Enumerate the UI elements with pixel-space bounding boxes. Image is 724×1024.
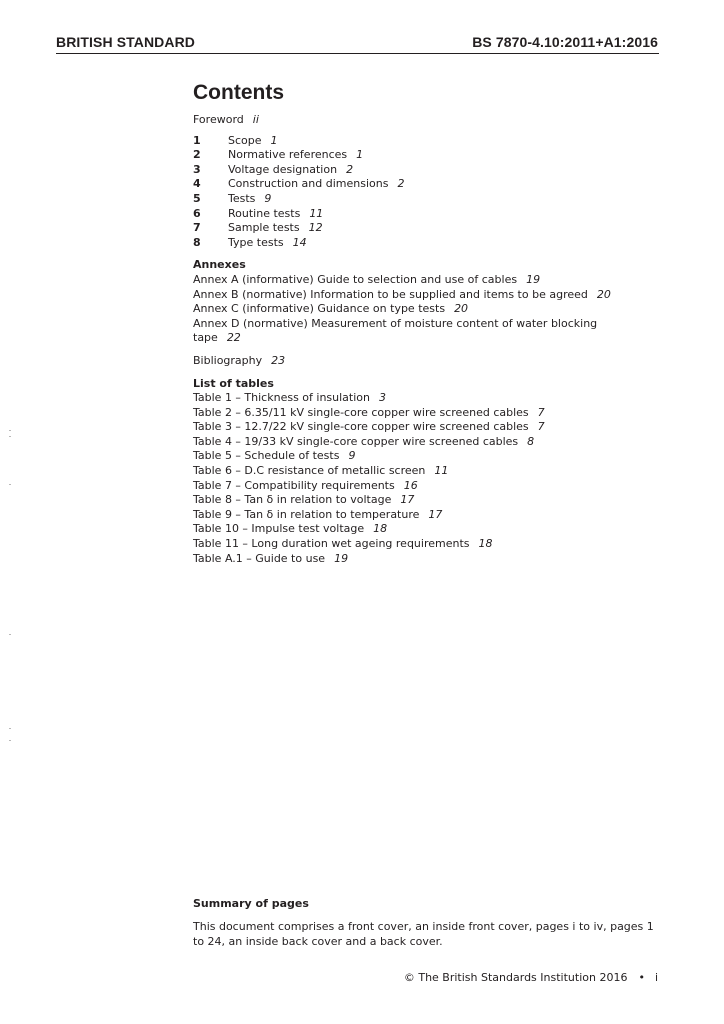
toc-annex-b[interactable] xyxy=(193,288,653,303)
toc-page: 16 xyxy=(403,478,418,492)
toc-label: Table 4 – 19/33 kV single-core copper wire screened cables xyxy=(193,434,519,448)
summary-text: This document comprises a front cover, an inside front cover, pages i to iv, pages 1 to 24, an inside back cover and a back cover. xyxy=(193,920,654,948)
toc-label: Construction and dimensions xyxy=(228,177,389,191)
toc-table-9[interactable] xyxy=(193,508,653,523)
toc-section-4[interactable] xyxy=(193,177,653,192)
scan-speck xyxy=(9,484,11,485)
annexes-heading: Annexes xyxy=(193,258,246,272)
toc-page: 19 xyxy=(334,551,349,565)
toc-sections xyxy=(193,134,653,251)
toc-number: 2 xyxy=(193,148,201,162)
page-footer xyxy=(404,971,658,984)
toc-label: Table 5 – Schedule of tests xyxy=(193,449,340,463)
toc-page: 20 xyxy=(596,287,611,301)
toc-annex-c[interactable] xyxy=(193,302,653,317)
header-rule xyxy=(56,53,659,54)
toc-page: 7 xyxy=(537,420,545,434)
toc-number: 3 xyxy=(193,162,201,176)
toc-table-a1[interactable] xyxy=(193,552,653,567)
scan-speck xyxy=(9,740,11,741)
toc-page: 7 xyxy=(537,405,545,419)
toc-page: 8 xyxy=(527,434,535,448)
toc-label: Foreword xyxy=(193,113,244,126)
toc-table-7[interactable] xyxy=(193,479,653,494)
running-header-left: BRITISH STANDARD xyxy=(56,34,196,50)
summary-heading: Summary of pages xyxy=(193,897,309,910)
toc-label: Annex C (informative) Guidance on type tests xyxy=(193,302,446,316)
tables-heading: List of tables xyxy=(193,376,274,390)
toc-label: Sample tests xyxy=(228,221,300,235)
toc-page: 3 xyxy=(379,391,386,405)
toc-page: 9 xyxy=(264,191,272,205)
toc-label: Voltage designation xyxy=(228,162,338,176)
toc-label: Scope xyxy=(228,133,262,147)
toc-number: 7 xyxy=(193,221,201,235)
toc-table-10[interactable] xyxy=(193,522,653,537)
toc-annex-d[interactable] xyxy=(193,317,623,346)
scan-speck xyxy=(9,728,11,729)
toc-number: 6 xyxy=(193,206,201,220)
toc-table-6[interactable] xyxy=(193,464,653,479)
contents-title: Contents xyxy=(193,81,284,104)
summary-of-pages xyxy=(193,896,663,949)
toc-label: Annex B (normative) Information to be supplied and items to be agreed xyxy=(193,287,588,301)
copyright-notice: © The British Standards Institution 2016 xyxy=(403,971,628,984)
toc-section-2[interactable] xyxy=(193,148,653,163)
toc-page: 20 xyxy=(454,302,469,316)
toc-label: Table 6 – D.C resistance of metallic screen xyxy=(193,464,426,478)
toc-label: Bibliography xyxy=(193,353,263,367)
toc-page: 1 xyxy=(356,148,364,162)
toc-annex-a[interactable] xyxy=(193,273,653,288)
toc-page: 18 xyxy=(373,522,388,536)
toc-table-4[interactable] xyxy=(193,435,653,450)
toc-table-5[interactable] xyxy=(193,449,653,464)
toc-page: 11 xyxy=(434,464,449,478)
toc-label: Table 1 – Thickness of insulation xyxy=(193,391,370,405)
toc-label: Routine tests xyxy=(228,206,301,220)
bullet-separator: • xyxy=(638,971,645,984)
toc-section-7[interactable] xyxy=(193,221,653,236)
running-header-right: BS 7870-4.10:2011+A1:2016 xyxy=(472,34,658,50)
toc-label: Table A.1 – Guide to use xyxy=(193,551,326,565)
page-number: i xyxy=(654,971,658,984)
toc-page: 9 xyxy=(348,449,356,463)
toc-page: 22 xyxy=(226,331,241,345)
toc-table-3[interactable] xyxy=(193,420,653,435)
toc-label: Table 10 – Impulse test voltage xyxy=(193,522,365,536)
toc-page: 19 xyxy=(526,272,541,286)
toc-label: Table 11 – Long duration wet ageing requirements xyxy=(193,537,470,551)
toc-page: 2 xyxy=(397,177,405,191)
toc-page: 17 xyxy=(400,493,415,507)
toc-page: 17 xyxy=(428,507,443,521)
toc-page: 14 xyxy=(292,235,307,249)
toc-table-8[interactable] xyxy=(193,493,653,508)
toc-label: Annex D (normative) Measurement of moisture content of water blocking tape xyxy=(193,316,598,345)
toc-label: Normative references xyxy=(228,148,348,162)
toc-section-5[interactable] xyxy=(193,192,653,207)
toc-label: Table 8 – Tan δ in relation to voltage xyxy=(193,493,392,507)
scan-speck xyxy=(9,430,11,431)
toc-page: 12 xyxy=(308,221,323,235)
toc-foreword[interactable] xyxy=(193,113,653,128)
toc-label: Annex A (informative) Guide to selection and use of cables xyxy=(193,272,518,286)
toc-section-8[interactable] xyxy=(193,236,653,251)
toc-label: Table 9 – Tan δ in relation to temperature xyxy=(193,507,420,521)
toc-table-11[interactable] xyxy=(193,537,653,552)
toc-number: 1 xyxy=(193,133,201,147)
toc-page: ii xyxy=(252,113,259,126)
toc-page: 18 xyxy=(478,537,493,551)
scan-speck xyxy=(9,436,11,437)
toc-table-1[interactable] xyxy=(193,391,653,406)
toc-section-3[interactable] xyxy=(193,163,653,178)
toc-number: 5 xyxy=(193,191,201,205)
toc-label: Table 7 – Compatibility requirements xyxy=(193,478,395,492)
toc-label: Table 2 – 6.35/11 kV single-core copper wire screened cables xyxy=(193,405,529,419)
toc-number: 8 xyxy=(193,235,201,249)
toc-bibliography[interactable] xyxy=(193,354,653,369)
toc-label: Type tests xyxy=(228,235,284,249)
toc-table-2[interactable] xyxy=(193,406,653,421)
toc-page: 11 xyxy=(309,206,324,220)
contents-block xyxy=(193,80,653,566)
toc-label: Tests xyxy=(228,191,256,205)
toc-page: 23 xyxy=(271,353,286,367)
toc-page: 1 xyxy=(270,133,278,147)
toc-label: Table 3 – 12.7/22 kV single-core copper wire screened cables xyxy=(193,420,529,434)
toc-page: 2 xyxy=(346,162,354,176)
scan-speck xyxy=(9,634,11,635)
toc-section-1[interactable] xyxy=(193,134,653,149)
toc-number: 4 xyxy=(193,177,201,191)
toc-section-6[interactable] xyxy=(193,207,653,222)
